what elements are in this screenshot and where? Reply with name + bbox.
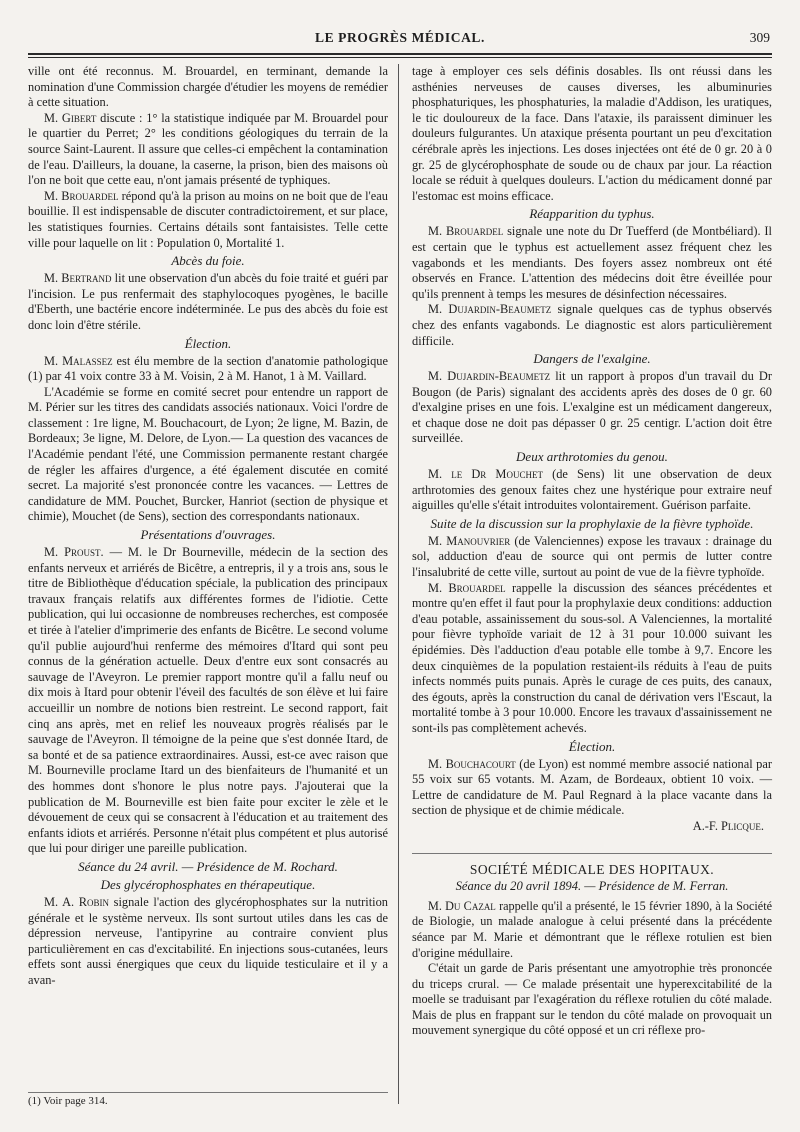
paragraph-text: rappelle qu'il a présenté, le 15 février 1890, à la Société de Biologie, un malade analogue à celui présenté dans la précédente séance par M. Marie et démontrant que le réflexe rotulien est bien d'origine médullaire. — [412, 898, 772, 960]
paragraph — [28, 111, 388, 189]
paragraph-text: — M. le Dr Bourneville, médecin de la section des enfants nerveux et arriérés de Bicêtre, a entrepris, il y a trois ans, sous le titre de Bibliothèque d'éducation spéciale, la publication des principaux travaux français relatifs aux différentes formes de l'idiotie. Cette publication, qui lui occasionne de nombreuses recherches, est composée et tirée à l'atelier d'imprimerie des enfants de Bicêtre. Le second volume qu'il publie aujourd'hui renferme des mémoires d'Itard qui sont peu connus de la génération actuelle. Deux d'entre eux sont consacrés au sauvage de l'Aveyron. Le premier rapport montre qu'il a fallu neuf ou dix mois à Itard pour obtenir l'éveil des facultés de son élève et lui faire accueillir un nombre de notions bien restreint. Le second rapport, fait cinq ans après, met en relief les nouveaux progrès réalisés par le sauvage de l'Aveyron. Il témoigne de la peine que s'est donnée Itard, de sa bonté et de sa patience extraordinaires. Aussi, est-ce avec raison que M. Bourneville proclame Itard un des bienfaiteurs de l'humanité et un des hommes dont s'honore le plus notre pays. J'ajouterai que la publication de M. Bourneville est bien faite pour exciter le zèle et le dévouement de ceux qui se consacrent à l'éducation et au traitement des enfants idiots et arriérés. Personne n'était plus compétent et plus autorisé que lui pour diriger une pareille publication. — [28, 545, 388, 856]
paragraph-text: est élu membre de la section d'anatomie pathologique (1) par 41 voix contre 33 à M. Voisin, 2 à M. Hanot, 1 à M. Vaillard. — [28, 353, 389, 384]
paragraph — [412, 581, 772, 737]
section-heading: Dangers de l'exalgine. — [533, 351, 651, 367]
section-heading: Présentations d'ouvrages. — [140, 527, 276, 543]
paragraph-text: rappelle la discussion des séances précédentes et montre qu'en effet il faut pour la prophylaxie deux conditions: adduction d'eau potable, assainissement du sous-sol. A Valenciennes, la mortalité pour fièvre typhoïde variait de 12 à 31 pour 10.000 suivant les épidémies. Dès l'adduction d'eau potable elle tombe à 9,7. Encore les deux cinquièmes de la population restaient-ils réduits à l'eau de puits infects nommés puits punais. Après le curage de ces puits, des canaux, des égouts, après la construction du canal de dérivation vers l'Escaut, la mortalité tombe à 3 pour 10.000. Encore les travaux d'assainissement ne sont-ils pas complètement achevés. — [412, 580, 772, 735]
paragraph — [28, 271, 388, 333]
speaker-name: M. le Dr Mouchet — [428, 467, 543, 482]
session-heading: Séance du 20 avril 1894. — Présidence de M. Ferran. — [455, 879, 729, 894]
section-heading: Deux arthrotomies du genou. — [516, 449, 668, 465]
speaker-name: M. Dujardin-Beaumetz — [428, 369, 551, 384]
speaker-name: M. Proust. — [44, 545, 104, 560]
paragraph-text: signale une note du Dr Tuefferd (de Montbéliard). Il est certain que le typhus est actuellement assez fréquent chez les vagabonds et les mendiants. Des foyers assez nombreux ont été observés en France. L'attention des médecins doit être éveillée pour qu'ils prennent à temps les mesures de désinfection nécessaires. — [412, 224, 772, 301]
speaker-name: M. Brouardel — [44, 188, 119, 203]
author-signature: A.-F. Plicque. — [692, 818, 764, 833]
society-title: SOCIÉTÉ MÉDICALE DES HOPITAUX. — [412, 853, 772, 878]
paragraph — [412, 224, 772, 302]
page-header — [28, 30, 772, 50]
paragraph-text: (de Valenciennes) expose les travaux : drainage du sol, adduction d'eau de source qui ont permis de lutter contre l'insalubrité de cette ville, surtout au point de vue de la fièvre typhoïde. — [412, 533, 772, 580]
paragraph-text: signale l'action des glycérophosphates sur la nutrition générale et le système nerveux. Ils sont surtout utiles dans les cas de dépression nerveuse, l'antipyrine au contraire convient plus particulièrement en cas d'excitabilité. En injections sous-cutanées, leurs effets sont aussi énergiques que ceux du liquide testiculaire et il y a avan- — [28, 894, 388, 987]
section-heading: Suite de la discussion sur la prophylaxie de la fièvre typhoïde. — [430, 515, 754, 531]
paragraph-text: lit un rapport à propos d'un travail du Dr Bougon (de Paris) signalant des accidents après des doses de 0 gr. 60 d'exalgine prises en une fois. L'exalgine est un médicament dangereux, et chaque dose ne doit pas dépasser 0 gr. 25 centigr. L'action doit être surveillée. — [412, 369, 772, 446]
paragraph-text: répond qu'à la prison au moins on ne boit que de l'eau bouillie. Il est indispensable de discuter contradictoirement, et sur place, les statistiques fournies. Certains détails sont fantaisistes. Telle cette ville pour laquelle on lit : Population 0, Mortalité 1. — [28, 188, 388, 250]
paragraph — [412, 369, 772, 447]
speaker-name: M. Brouardel — [428, 580, 506, 595]
header-rule — [28, 53, 772, 58]
speaker-name: M. Gibert — [44, 110, 97, 125]
journal-title: LE PROGRÈS MÉDICAL. — [314, 30, 486, 45]
paragraph: tage à employer ces sels définis dosables. Ils ont réussi dans les asthénies nerveuses de causes diverses, les albuminuries phosphaturiques, les phosphaturies, la maladie d'Addison, les uratiques, le tic douloureux de la face. Dans l'ataxie, ils paraissent diminuer les douleurs fulgurantes. Un ataxique présenta pourtant un peu d'excitation cérébrale après les injections. Les doses injectées ont été de 0 gr. 20 à 0 gr. 25 de glycérophosphate de soude ou de chaux par jour. La réaction locale se réduit à quelques douleurs. L'action du médicament donné par l'estomac est moins efficace. — [412, 64, 772, 203]
section-heading: Des glycérophosphates en thérapeutique. — [100, 876, 316, 892]
paragraph — [412, 757, 772, 819]
paragraph — [412, 534, 772, 581]
speaker-name: M. Manouvrier — [428, 533, 511, 548]
footnote: (1) Voir page 314. — [28, 1092, 388, 1107]
section-heading: Élection. — [568, 738, 616, 754]
paragraph-text: lit une observation d'un abcès du foie traité et guéri par l'incision. Le pus renfermait des staphylocoques pyogènes, le bacille d'Eberth, une bactérie encore indéterminée. Le pus des abcès du foie est donc loin d'être stérile. — [28, 271, 389, 332]
paragraph-text: (de Sens) lit une observation de deux arthrotomies des genoux faites chez une hystérique pour extraire neuf aiguilles qu'elle s'était introduites volontairement. Guérison parfaite. — [412, 467, 772, 513]
speaker-name: M. Malassez — [44, 353, 113, 368]
paragraph: C'était un garde de Paris présentant une amyotrophie très prononcée du triceps crural. — Ce malade présentait une hyperexcitabilité de la moelle se traduisant par l'exagération du réflexe rotulien du côté malade. Mais de plus en frappant sur le tendon du côté malade on provoquait un mouvement synergique du côté opposé et un cri réflexe pro- — [412, 961, 772, 1038]
left-column — [28, 64, 388, 988]
society-report — [412, 899, 772, 1039]
speaker-name: M. Dujardin-Beaumetz — [428, 302, 552, 317]
speaker-name: M. Bouchacourt — [428, 756, 516, 771]
speaker-name: M. Brouardel — [428, 224, 504, 239]
speaker-name: M. A. Robin — [44, 894, 110, 909]
paragraph — [28, 545, 388, 857]
paragraph — [412, 467, 772, 514]
section-heading: Réapparition du typhus. — [529, 206, 655, 222]
section-heading: Abcès du foie. — [171, 253, 245, 269]
paragraph — [28, 354, 388, 385]
paragraph-text: (de Lyon) est nommé membre associé national par 55 voix sur 65 votants. M. Azam, de Bordeaux, obtient 10 voix. — Lettre de candidature de M. Paul Regnard à la place vacante dans la section de physique et de chimie médicale. — [412, 756, 772, 818]
paragraph-text: discute : 1° la statistique indiquée par M. Brouardel pour le quartier du Perret; 2° les conditions géologiques du terrain de la source Saint-Laurent. Il assure que celles-ci empêchent la contamination de l'eau. D'ailleurs, la douane, la caserne, la prison, bien des maisons où l'on ne boit que cette eau, n'ont jamais présenté de typhiques. — [28, 110, 389, 188]
column-divider — [398, 64, 399, 1104]
paragraph: L'Académie se forme en comité secret pour entendre un rapport de M. Périer sur les titres des candidats associés nationaux. Voici l'ordre de classement : 1re ligne, M. Bouchacourt, de Lyon; 2e ligne, M. Bazin, de Bordeaux; 3e ligne, M. Delore, de Lyon.— La question des vacances de l'Académie pendant l'été, une Commission permanente restant chargée de régler les affaires d'urgence, a été également discutée en comité secret. La majorité s'est prononcée contre les vacances. — Lettres de candidature de MM. Pouchet, Burcker, Hanriot (section de physique et chimie), Mouchet (de Sens), section des correspondants nationaux. — [28, 384, 388, 524]
right-column — [412, 64, 772, 1039]
paragraph — [412, 302, 772, 349]
speaker-name: M. Du Cazal — [428, 898, 496, 913]
paragraph — [28, 895, 388, 989]
paragraph — [412, 899, 772, 961]
section-heading: Élection. — [184, 335, 232, 351]
page-number: 309 — [749, 30, 770, 45]
paragraph — [28, 189, 388, 251]
speaker-name: M. Bertrand — [44, 271, 112, 286]
paragraph: ville ont été reconnus. M. Brouardel, en terminant, demande la nomination d'une Commission chargée d'étudier les moyens de remédier à cette situation. — [28, 64, 388, 110]
session-heading: Séance du 24 avril. — Présidence de M. Rochard. — [78, 858, 338, 874]
paragraph-text: signale quelques cas de typhus observés chez des enfants vagabonds. Le diagnostic est alors particulièrement difficile. — [412, 302, 772, 348]
